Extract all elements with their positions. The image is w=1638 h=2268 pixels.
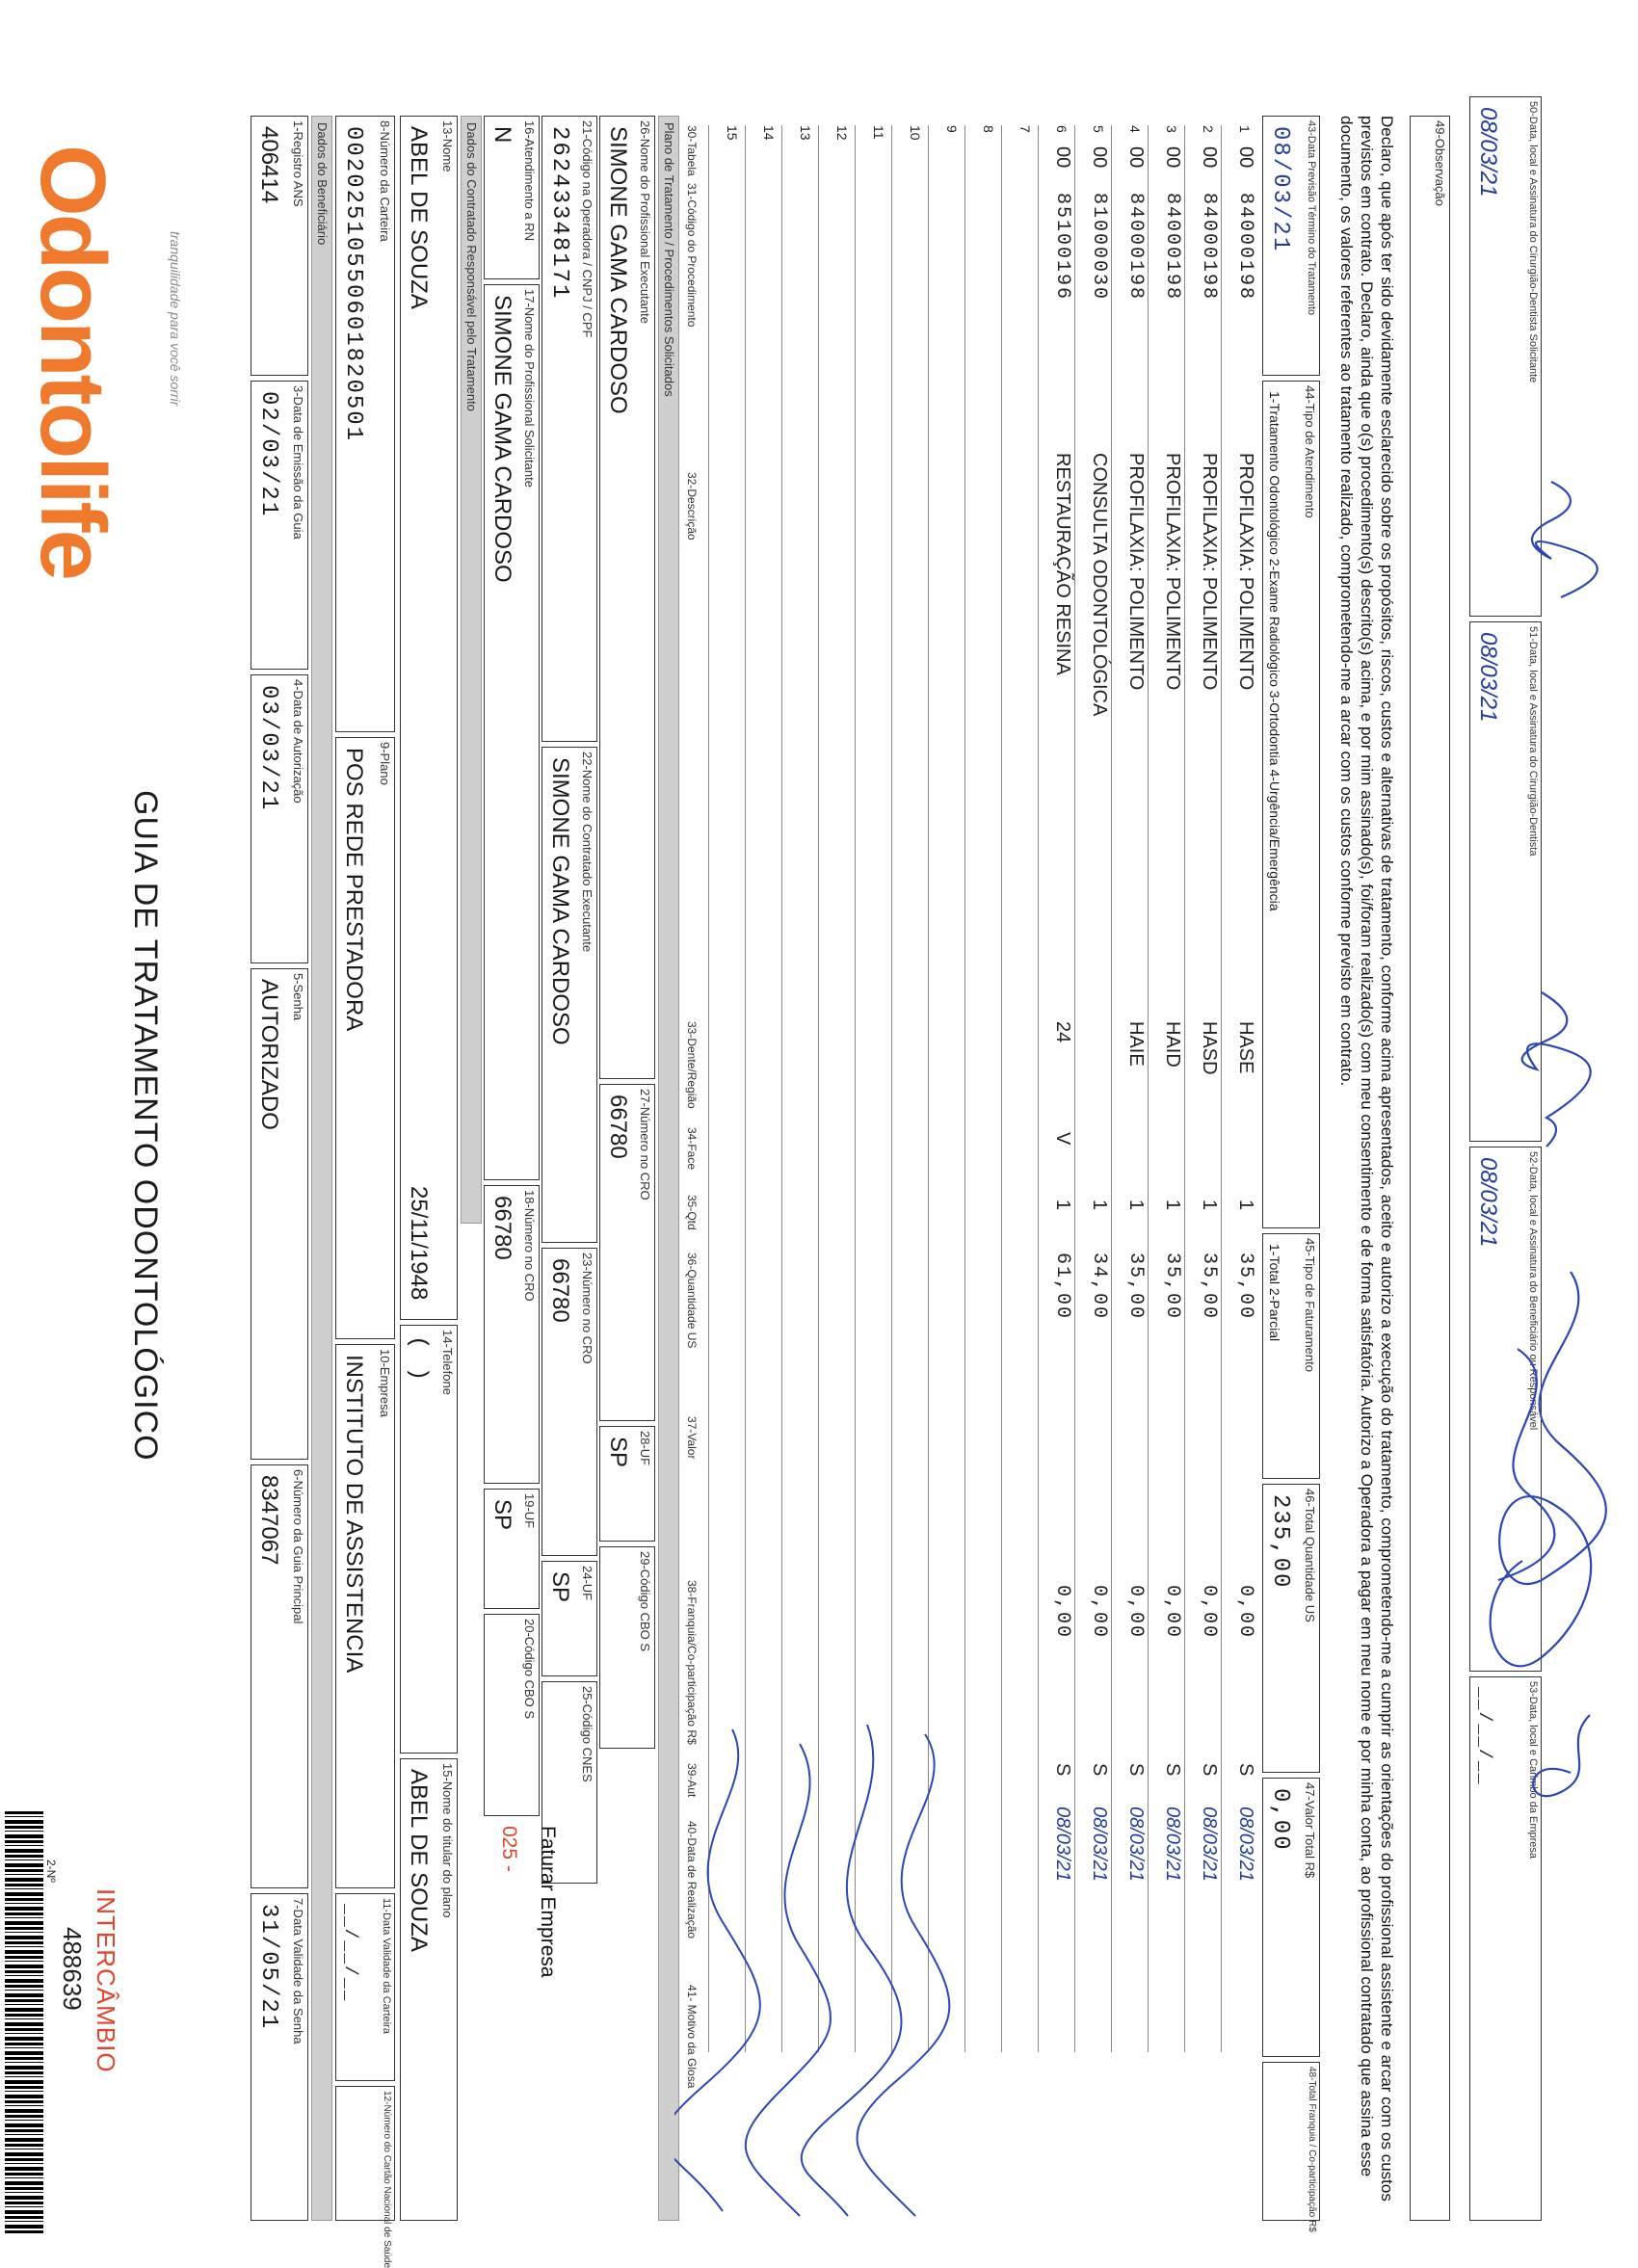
cell-tabela: 00 [1125, 146, 1147, 169]
assinatura-dentista-field[interactable]: 51-Data, local e Assinatura do Cirurgião-Dentista 08/03/21 [1469, 621, 1542, 1142]
cell-face: V [1052, 1132, 1073, 1146]
contratado-executante-value: SIMONE GAMA CARDOSO [547, 757, 573, 1045]
plano-value: POS REDE PRESTADORA [341, 748, 367, 1032]
cell-data: 08/03/21 [1052, 1806, 1073, 1882]
cell-n: 4 [1127, 125, 1143, 133]
faturar-code: 025 - [498, 1826, 520, 1872]
cell-qtd: 1 [1125, 1200, 1147, 1211]
cell-n: 1 [1237, 125, 1253, 133]
section-beneficiario: Dados do Beneficiário [311, 116, 332, 2221]
cell-n: 2 [1201, 125, 1216, 133]
data-emissao-field[interactable]: 3-Data de Emissão da Guia 02/03/21 [251, 381, 308, 670]
nome-value: ABEL DE SOUZA [406, 126, 432, 309]
uf3-field[interactable]: 28-UF SP [599, 1426, 655, 1542]
cell-n: 13 [798, 125, 813, 141]
cell-tabela: 00 [1199, 146, 1220, 169]
cell-n: 8 [981, 125, 996, 133]
contratado-executante-field[interactable]: 22-Nome do Contratado Executante SIMONE GAMA CARDOSO [542, 747, 597, 1243]
column-header: 31-Código do Procedimento [685, 183, 699, 328]
cell-qtd: 1 [1235, 1200, 1256, 1211]
column-header: 36-Quantidade US [685, 1253, 699, 1349]
cell-dente: 24 [1052, 1021, 1073, 1043]
guide-number-label: 2-Nº [44, 1859, 58, 1883]
cell-us: 35,00 [1124, 1253, 1147, 1321]
cro3-value: 66780 [605, 1094, 631, 1159]
cell-codigo: 84000198 [1198, 193, 1220, 302]
cell-codigo: 84000198 [1234, 193, 1256, 302]
cell-franquia: 0,00 [1234, 1585, 1256, 1640]
guia-principal-field[interactable]: 6-Número da Guia Principal 8347067 [251, 1464, 308, 1888]
telefone-value: ( ) [405, 1335, 431, 1384]
cell-us: 61,00 [1051, 1253, 1073, 1321]
total-us-value: 235,00 [1267, 1494, 1293, 1590]
cell-descricao: PROFILAXIA: POLIMENTO [1162, 453, 1183, 691]
validade-carteira-field[interactable]: 11-Data Validade da Carteira __/__/__ [335, 1893, 395, 2081]
cell-descricao: PROFILAXIA: POLIMENTO [1199, 453, 1220, 691]
table-row[interactable] [1001, 125, 1043, 2052]
profissional-solicitante-value: SIMONE GAMA CARDOSO [489, 295, 515, 583]
observacao-field[interactable]: 49-Observação [1410, 116, 1450, 2221]
column-header: 34-Face [685, 1127, 699, 1171]
assinatura-dentista-date: 08/03/21 [1475, 632, 1501, 723]
cell-qtd: 1 [1052, 1200, 1073, 1211]
cell-codigo: 84000198 [1161, 193, 1183, 302]
logo-tagline: tranquilidade para você sorrir [168, 231, 183, 407]
total-franquia-field[interactable]: 48-Total Franquia / Co-participação R$ [1262, 2062, 1320, 2221]
cartao-nacional-field[interactable]: 12-Número do Cartão Nacional de Saúde [335, 2086, 395, 2221]
cro2-field[interactable]: 23-Número no CRO 66780 [542, 1248, 597, 1556]
titular-value: ABEL DE SOUZA [406, 1769, 432, 1952]
column-header: 33-Dente/Região [685, 1021, 699, 1109]
cell-us: 35,00 [1198, 1253, 1220, 1321]
atendimento-rn-value: N [489, 126, 515, 144]
cell-franquia: 0,00 [1198, 1585, 1220, 1640]
titular-field[interactable]: 15-Nome do titular do plano ABEL DE SOUZA [400, 1758, 458, 2221]
intercambio-stamp: INTERCÂMBIO [92, 1888, 120, 2073]
cell-n: 9 [944, 125, 960, 133]
cell-dente: HAID [1162, 1021, 1183, 1068]
validade-carteira-value: __/__/__ [340, 1904, 359, 2003]
handwritten-signatures-icon [1436, 116, 1609, 2235]
data-emissao-value: 02/03/21 [255, 391, 281, 518]
cell-franquia: 0,00 [1124, 1585, 1147, 1640]
valor-total-value: 0,00 [1267, 1788, 1293, 1852]
profissional-solicitante-field[interactable]: 17-Nome do Profissional Solicitante SIMONE GAMA CARDOSO [484, 284, 540, 1180]
cell-tabela: 00 [1052, 146, 1073, 169]
senha-field[interactable]: 5-Senha AUTORIZADO [251, 968, 308, 1460]
cell-n: 3 [1164, 125, 1179, 133]
cell-tabela: 00 [1235, 146, 1256, 169]
empresa-field[interactable]: 10-Empresa INSTITUTO DE ASSISTENCIA [335, 1344, 395, 1888]
cell-aut: S [1125, 1763, 1147, 1777]
cnes-field[interactable]: 25-Código CNES [542, 1681, 597, 1884]
cell-tabela: 00 [1089, 146, 1110, 169]
cell-n: 15 [725, 125, 740, 141]
assinatura-beneficiario-field[interactable]: 52-Data, local e Assinatura do Beneficiário ou Responsável 08/03/21 [1469, 1147, 1542, 1672]
carteira-value: 00202510550601820501 [340, 126, 366, 443]
cell-descricao: PROFILAXIA: POLIMENTO [1235, 453, 1256, 691]
assinatura-solicitante-field[interactable]: 50-Data, local e Assinatura do Cirurgião-Dentista Solicitante 08/03/21 [1469, 96, 1542, 617]
nome-field[interactable]: 13-Nome ABEL DE SOUZA 25/11/1948 [400, 116, 458, 1320]
plano-field[interactable]: 9-Plano POS REDE PRESTADORA [335, 737, 395, 1339]
declaracao-text: Declaro, que após ter sido devidamente esclarecido sobre os propósitos, riscos, custos e alternativas de tratamento, conforme acima apresentados, aceito e autorizo a execução do tratamento, comprometendo-me a cumprir as orientações do profissional assistente e arcar com os custos previstos em contrato. Declaro, ainda que o(s) procedimento(s) descrito(s) acima, e por mim assinado(s), foi/foram realizado(s) com meu consentimento e de forma satisfatória. Autorizo a Operadora a pagar em meu nome e por minha conta, ao profissional contratado que assina esse documento, os valores referentes ao tratamento realizado, comprometendo-me a arcar com os custos conforme previsto em contrato. [1337, 116, 1396, 2202]
uf-value: SP [489, 1499, 515, 1531]
column-header: 35-Qtd [685, 1195, 699, 1230]
cell-data: 08/03/21 [1235, 1806, 1256, 1882]
cro3-field[interactable]: 27-Número no CRO 66780 [599, 1084, 655, 1421]
column-header: 41- Motivo da Glosa [685, 1985, 699, 2089]
cell-data: 08/03/21 [1199, 1806, 1220, 1882]
cell-descricao: PROFILAXIA: POLIMENTO [1125, 453, 1147, 691]
cell-dente: HAIE [1125, 1021, 1147, 1067]
cell-franquia: 0,00 [1161, 1585, 1183, 1640]
carteira-field[interactable]: 8-Número da Carteira 00202510550601820501 [335, 116, 395, 732]
cell-data: 08/03/21 [1089, 1806, 1110, 1882]
column-header: 39-Aut [685, 1763, 699, 1798]
cell-dente: HASE [1235, 1021, 1256, 1074]
cell-franquia: 0,00 [1051, 1585, 1073, 1640]
cell-aut: S [1199, 1763, 1220, 1777]
section-plano-tratamento: Plano de Tratamento / Procedimentos Solicitados [658, 116, 679, 2221]
validade-senha-value: 31/05/21 [255, 1904, 281, 2031]
profissional-executante-value: SIMONE GAMA CARDOSO [605, 126, 631, 414]
cell-n: 11 [871, 125, 886, 140]
faturar-text: Faturar Empresa [537, 1826, 559, 1978]
nascimento-value: 25/11/1948 [406, 1186, 432, 1301]
uf-field[interactable]: 19-UF SP [484, 1489, 540, 1609]
cro-value: 66780 [489, 1196, 515, 1260]
guide-number: 488639 [58, 1927, 87, 2011]
uf2-field[interactable]: 24-UF SP [542, 1561, 597, 1676]
cell-aut: S [1052, 1763, 1073, 1777]
tipo-faturamento-options: 1-Total 2-Parcial [1267, 1244, 1282, 1342]
cell-qtd: 1 [1162, 1200, 1183, 1211]
cell-us: 35,00 [1234, 1253, 1256, 1321]
column-header: 37-Valor [685, 1416, 699, 1460]
column-header: 38-Franquia/Co-participação R$ [685, 1580, 699, 1745]
validade-senha-field[interactable]: 7-Data Validade da Senha 31/05/21 [251, 1893, 308, 2221]
cell-aut: S [1089, 1763, 1110, 1777]
carimbo-empresa-field[interactable]: 53-Data, local e Carimbo da Empresa __/__/__ [1469, 1676, 1542, 2221]
uf3-value: SP [605, 1437, 631, 1468]
cell-codigo: 81000030 [1088, 193, 1110, 302]
section-contratado: Dados do Contratado Responsável pelo Tratamento [461, 116, 482, 1224]
cell-aut: S [1162, 1763, 1183, 1777]
form-title: GUIA DE TRATAMENTO ODONTOLÓGICO [127, 790, 164, 1462]
table-row[interactable] [1184, 125, 1226, 2052]
cell-qtd: 1 [1089, 1200, 1110, 1211]
registro-ans-value: 406414 [256, 126, 282, 204]
table-row[interactable] [1074, 125, 1116, 2052]
cbo-field[interactable]: 20-Código CBO S [484, 1614, 540, 1816]
telefone-field[interactable]: 14-Telefone ( ) [400, 1325, 458, 1754]
total-us-field[interactable]: 46-Total Quantidade US 235,00 [1262, 1484, 1320, 1773]
tipo-atendimento-options: 1-Tratamento Odontológico 2-Exame Radiológico 3-Ortodontia 4-Urgência/Emergência [1267, 391, 1282, 911]
cell-data: 08/03/21 [1162, 1806, 1183, 1882]
cell-n: 14 [761, 125, 777, 141]
assinatura-solicitante-date: 08/03/21 [1475, 107, 1501, 198]
cro-field[interactable]: 18-Número no CRO 66780 [484, 1185, 540, 1484]
cell-descricao: RESTAURAÇÃO RESINA [1052, 453, 1073, 675]
previsao-termino-field[interactable]: 43-Data Previsão Término do Tratamento 08/03/21 [1262, 116, 1320, 376]
cell-dente: HASD [1199, 1021, 1220, 1075]
cell-us: 34,00 [1088, 1253, 1110, 1321]
cell-n: 12 [834, 125, 850, 141]
uf2-value: SP [547, 1571, 573, 1603]
table-row[interactable] [1148, 125, 1189, 2052]
registro-ans-field[interactable]: 1-Registro ANS 406414 [251, 116, 308, 376]
codigo-operadora-field[interactable]: 21-Código na Operadora / CNPJ / CPF 26243348171 [542, 116, 597, 742]
barcode-icon [5, 1811, 43, 2235]
cell-n: 7 [1017, 125, 1033, 133]
cell-n: 6 [1054, 125, 1070, 133]
profissional-executante-field[interactable]: 26-Nome do Profissional Executante SIMONE GAMA CARDOSO [599, 116, 655, 1079]
senha-value: AUTORIZADO [256, 979, 282, 1130]
tipo-atendimento-field[interactable]: 44-Tipo de Atendimento 1-Tratamento Odontológico 2-Exame Radiológico 3-Ortodontia 4-Urgência/Emergência [1262, 381, 1320, 1228]
cbo3-field[interactable]: 29-Código CBO S [599, 1546, 655, 1749]
cell-tabela: 00 [1162, 146, 1183, 169]
table-row[interactable] [1111, 125, 1152, 2052]
column-header: 32-Descrição [685, 472, 699, 541]
guia-principal-value: 8347067 [256, 1475, 282, 1566]
cell-qtd: 1 [1199, 1200, 1220, 1211]
carimbo-empresa-date: __/__/__ [1474, 1687, 1493, 1786]
cell-n: 10 [908, 125, 923, 141]
assinatura-beneficiario-date: 08/03/21 [1475, 1157, 1501, 1248]
cell-data: 08/03/21 [1125, 1806, 1147, 1882]
cell-codigo: 85100196 [1051, 193, 1073, 302]
column-header: 40-Data de Realização [685, 1821, 699, 1939]
scribble-glosa-icon [674, 1715, 964, 2235]
codigo-operadora-value: 26243348171 [546, 126, 572, 301]
column-header: 30-Tabela [685, 125, 699, 176]
table-row[interactable] [964, 125, 1006, 2052]
previsao-termino-value: 08/03/21 [1267, 126, 1293, 253]
cell-us: 35,00 [1161, 1253, 1183, 1321]
table-row[interactable] [1038, 125, 1079, 2052]
table-row[interactable] [1221, 125, 1262, 2052]
cell-n: 5 [1091, 125, 1106, 133]
odontolife-logo: Odontolife [21, 145, 124, 578]
data-autorizacao-value: 03/03/21 [255, 685, 281, 812]
cell-descricao: CONSULTA ODONTOLÓGICA [1089, 453, 1110, 717]
cro2-value: 66780 [547, 1258, 573, 1323]
cell-codigo: 84000198 [1124, 193, 1147, 302]
tipo-faturamento-field[interactable]: 45-Tipo de Faturamento 1-Total 2-Parcial [1262, 1233, 1320, 1479]
atendimento-rn-field[interactable]: 16-Atendimento a RN N [484, 116, 540, 279]
empresa-value: INSTITUTO DE ASSISTENCIA [341, 1355, 367, 1674]
valor-total-field[interactable]: 47-Valor Total R$ 0,00 [1262, 1778, 1320, 2057]
cell-aut: S [1235, 1763, 1256, 1777]
cell-franquia: 0,00 [1088, 1585, 1110, 1640]
data-autorizacao-field[interactable]: 4-Data de Autorização 03/03/21 [251, 674, 308, 963]
